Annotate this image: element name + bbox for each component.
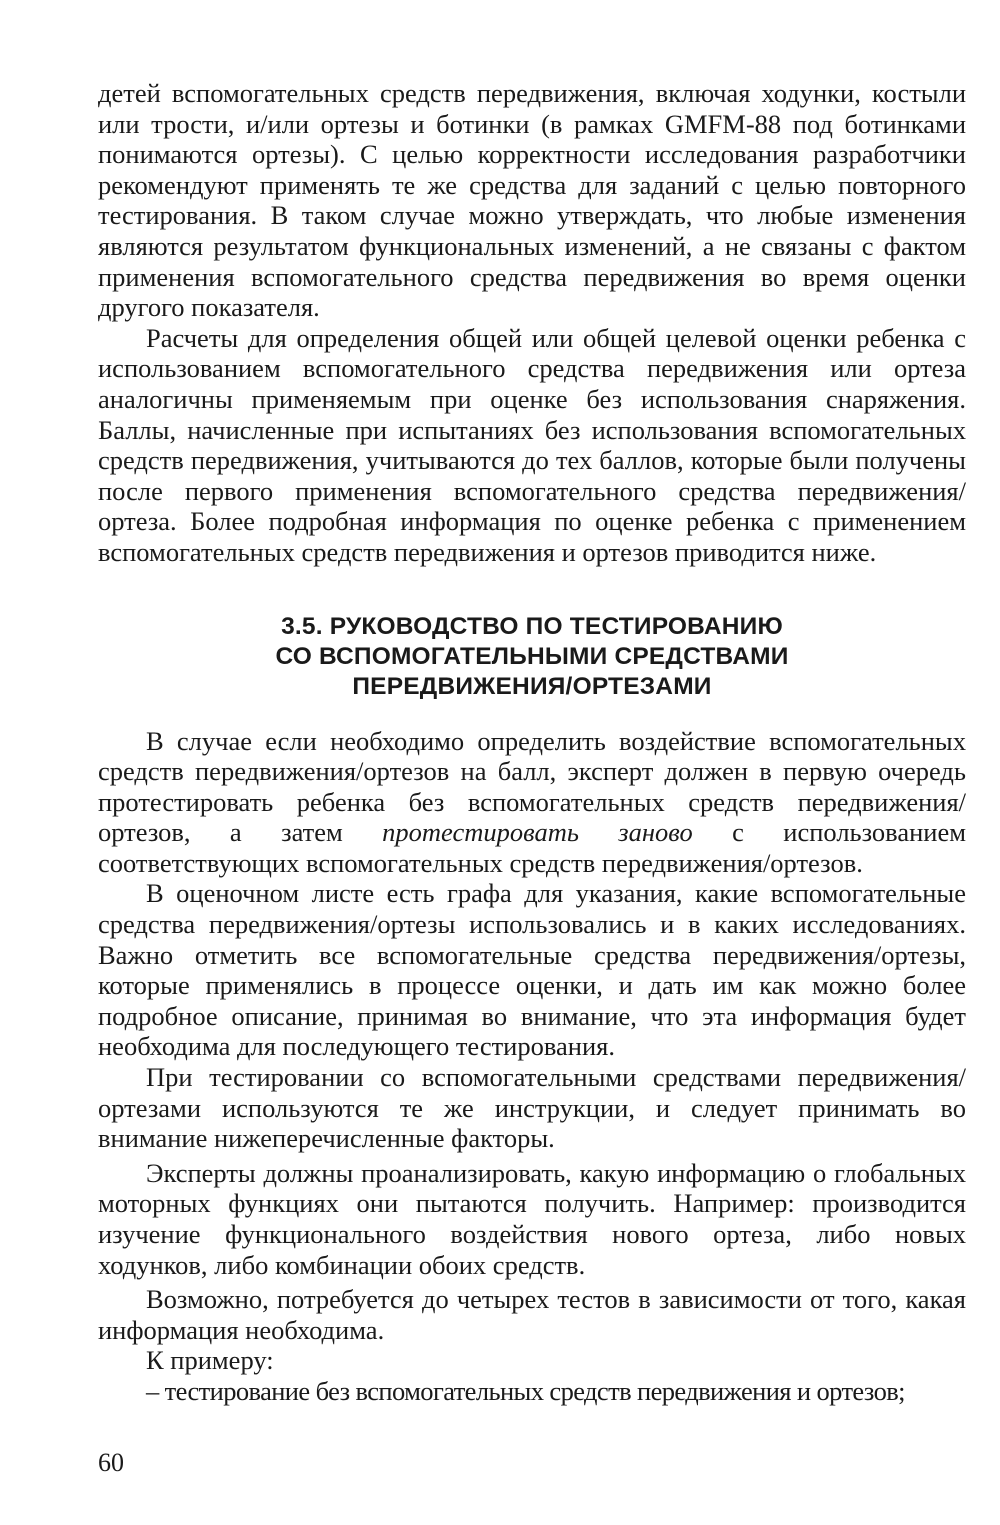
paragraph-calculations: Расчеты для определения общей или общей целевой оценки ребенка с использованием вспомогательного средства передвижения или ортеза аналогичны применяемым при оценке без использования снаряжения. Баллы, начисленные при испытаниях без использования вспомогательных средств передвижения, учитываются до тех баллов, которые были получены после первого применения вспомогательного средства передвижения/ортеза. Более подробная информация по оценке ребенка с применением вспомогательных средств передвижения и ортезов приводится ниже.: [98, 322, 966, 567]
page-body: [98, 78, 966, 1407]
section-heading: [98, 612, 966, 702]
paragraph-retest-start: В случае если необходимо определить воздействие вспомогательных средств передвижения/ортезов на балл, эксперт должен в первую очередь протестировать ребенка без вспомогательных средств передвижения/ортезов, а затем: [98, 725, 966, 848]
section-heading-line-3: ПЕРЕДВИЖЕНИЯ/ОРТЕЗАМИ: [352, 672, 712, 700]
paragraph-four-tests: Возможно, потребуется до четырех тестов в зависимости от того, какая информация необходима.: [98, 1284, 966, 1345]
paragraph-experts: Эксперты должны проанализировать, какую информацию о глобальных моторных функциях они пытаются получить. Например: производится изучение функционального воздействия нового ортеза, либо новых ходунков, либо комбинации обоих средств.: [98, 1157, 966, 1280]
paragraph-retest-emphasis: протестировать заново: [382, 817, 693, 848]
section-heading-line-1: 3.5. РУКОВОДСТВО ПО ТЕСТИРОВАНИЮ: [281, 612, 783, 640]
section-heading-line-2: СО ВСПОМОГАТЕЛЬНЫМИ СРЕДСТВАМИ: [275, 642, 789, 670]
list-item: – тестирование без вспомогательных средств передвижения и ортезов;: [146, 1375, 905, 1406]
paragraph-instructions: При тестировании со вспомогательными средствами передвижения/ортезами используются те же инструкции, и следует принимать во внимание нижеперечисленные факторы.: [98, 1062, 966, 1154]
paragraph-retest: [98, 726, 966, 879]
paragraph-continuation: детей вспомогательных средств передвижения, включая ходунки, костыли или трости, и/или ортезы и ботинки (в рамках GMFM-88 под ботинками понимаются ортезы). С целью корректности исследования разработчики рекомендуют применять те же средства для заданий с целью повторного тестирования. В таком случае можно утверждать, что любые изменения являются результатом функциональных изменений, а не связаны с фактом применения вспомогательного средства передвижения во время оценки другого показателя.: [98, 78, 966, 323]
paragraph-example-intro: К примеру:: [146, 1345, 274, 1376]
paragraph-assessment-sheet: В оценочном листе есть графа для указания, какие вспомогательные средства передвижения/ортезы использовались и в каких исследованиях. Важно отметить все вспомогательные средства передвижения/ортезы, которые применялись в процессе оценки, и дать им как можно более подробное описание, принимая во внимание, что эта информация будет необходима для последующего тестирования.: [98, 878, 966, 1062]
page-number: 60: [98, 1448, 124, 1477]
paragraph-retest-end: с использованием соответствующих вспомогательных средств передвижения/ортезов.: [98, 817, 967, 878]
